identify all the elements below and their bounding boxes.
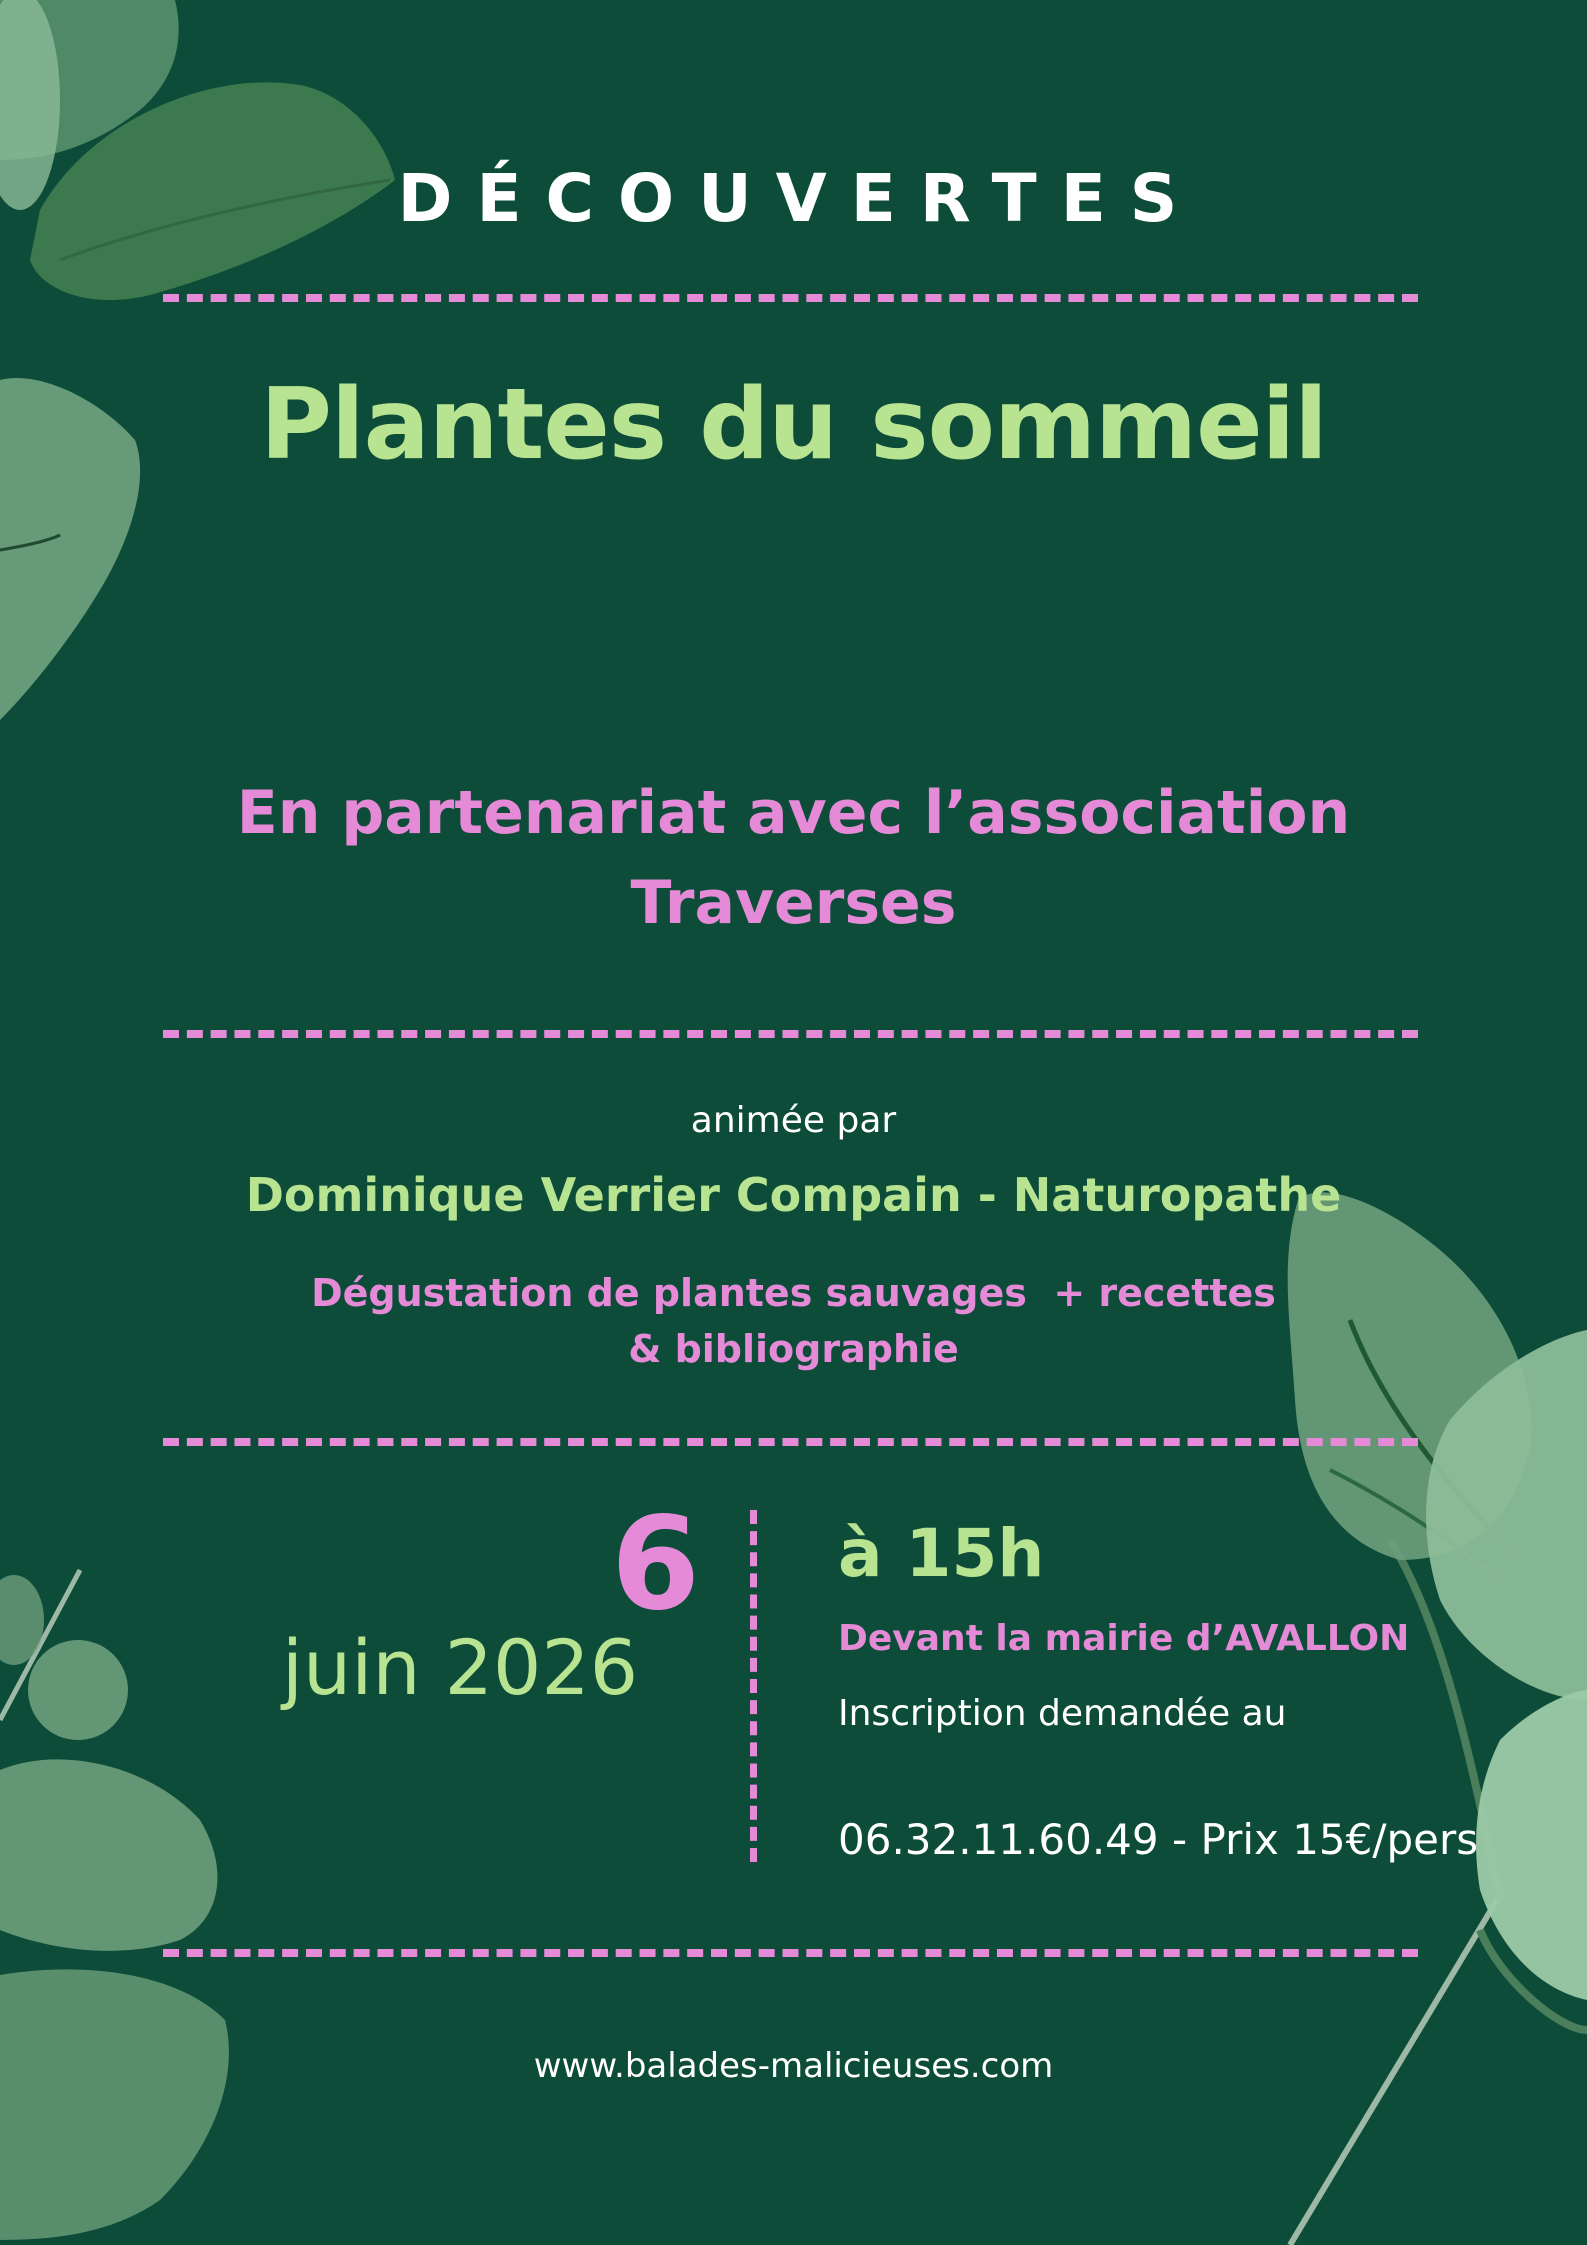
- event-location: Devant la mairie d’AVALLON: [838, 1618, 1410, 1659]
- dashed-divider-lower: [163, 1438, 1418, 1446]
- activity-line-2: & bibliographie: [628, 1327, 959, 1371]
- partnership-line-2: Traverses: [630, 868, 957, 938]
- activity-line-1: Dégustation de plantes sauvages + recettes: [311, 1271, 1276, 1315]
- top-left-leaf-cluster: [0, 0, 395, 300]
- partnership-line-1: En partenariat avec l’association: [236, 778, 1351, 848]
- vertical-dashed-separator: [750, 1510, 757, 1862]
- host-intro-text: animée par: [690, 1100, 897, 1141]
- bottom-left-leaf-cluster: [0, 1570, 229, 2240]
- event-time: à 15h: [838, 1515, 1045, 1592]
- event-title: Plantes du sommeil: [260, 368, 1327, 482]
- dashed-divider-bottom: [163, 1949, 1418, 1957]
- dashed-divider-top: [163, 294, 1418, 302]
- kicker-heading: DÉCOUVERTES: [397, 160, 1202, 237]
- dashed-divider-middle: [163, 1030, 1418, 1038]
- right-eucalyptus-branch: [1288, 1192, 1587, 2245]
- website-link[interactable]: www.balades-malicieuses.com: [533, 2046, 1054, 2086]
- host-name: Dominique Verrier Compain - Naturopathe: [245, 1168, 1342, 1222]
- event-day: 6: [610, 1490, 700, 1639]
- signup-note: Inscription demandée au: [838, 1693, 1287, 1734]
- activity-description: [300, 1265, 1287, 1377]
- phone-and-price: 06.32.11.60.49 - Prix 15€/pers: [838, 1815, 1479, 1864]
- event-month-year: juin 2026: [281, 1623, 639, 1712]
- partnership-text: [200, 768, 1387, 948]
